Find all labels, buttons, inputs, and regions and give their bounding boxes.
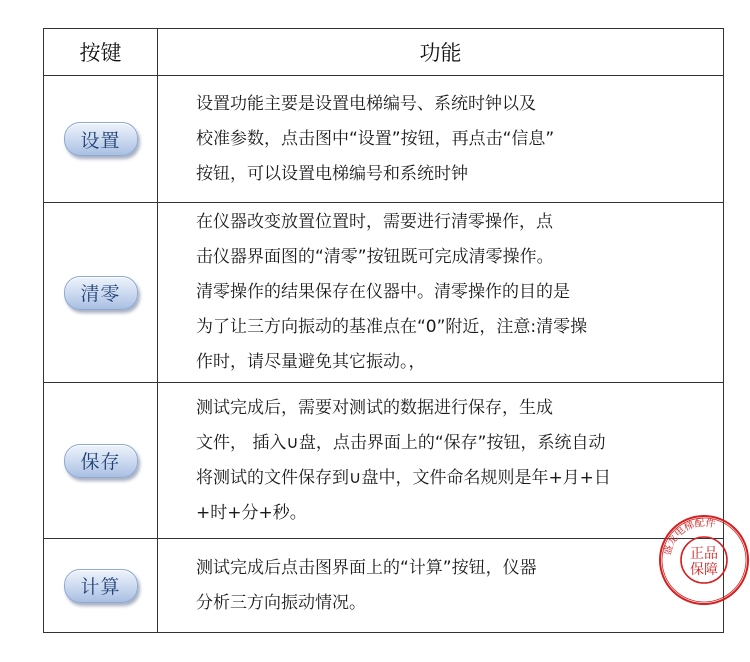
quality-seal-stamp [658, 514, 750, 606]
description-line: +时+分+秒。 [196, 502, 307, 523]
key-column-header: 按键 [44, 29, 158, 75]
description-line: 设置功能主要是设置电梯编号、系统时钟以及 [196, 93, 536, 114]
table-row-zero [44, 202, 723, 382]
description-line: 测试完成后，需要对测试的数据进行保存，生成 [196, 397, 553, 418]
function-column-header: 功能 [419, 41, 462, 65]
zero-description [158, 203, 723, 382]
description-line: 将测试的文件保存到∪盘中，文件命名规则是年+月+日 [196, 467, 611, 488]
table-row-save [44, 382, 723, 538]
description-line: 按钮，可以设置电梯编号和系统时钟 [196, 163, 468, 184]
seal-center-text-top: 正品 [690, 546, 718, 562]
seal-center-text-bottom: 保障 [690, 562, 718, 578]
settings-button[interactable]: 设置 [64, 122, 138, 156]
table-row-settings [44, 75, 723, 202]
save-button[interactable]: 保存 [64, 444, 138, 478]
description-line: 分析三方向振动情况。 [196, 592, 366, 613]
description-line: 在仪器改变放置位置时，需要进行清零操作，点 [196, 212, 553, 232]
description-line: 清零操作的结果保存在仪器中。清零操作的目的是 [196, 282, 570, 302]
function-table [43, 28, 724, 633]
table-row-calculate [44, 538, 723, 632]
calculate-description [158, 539, 723, 632]
seal-ring-text: 盛龙电梯配件 [662, 517, 717, 557]
zero-button[interactable]: 清零 [64, 276, 138, 310]
description-line: 文件， 插入∪盘，点击界面上的“保存”按钮，系统自动 [196, 432, 606, 453]
save-description [158, 383, 723, 538]
description-line: 击仪器界面图的“清零”按钮既可完成清零操作。 [196, 247, 554, 267]
description-line: 作时，请尽量避免其它振动。， [196, 352, 426, 372]
description-line: 测试完成后点击图界面上的“计算”按钮，仪器 [196, 557, 537, 578]
settings-description [158, 76, 723, 202]
description-line: 为了让三方向振动的基准点在“0”附近，注意:清零操 [196, 317, 588, 337]
calculate-button[interactable]: 计算 [64, 569, 138, 603]
table-header-row [44, 29, 723, 75]
description-line: 校准参数，点击图中“设置”按钮，再点击“信息” [196, 128, 555, 149]
